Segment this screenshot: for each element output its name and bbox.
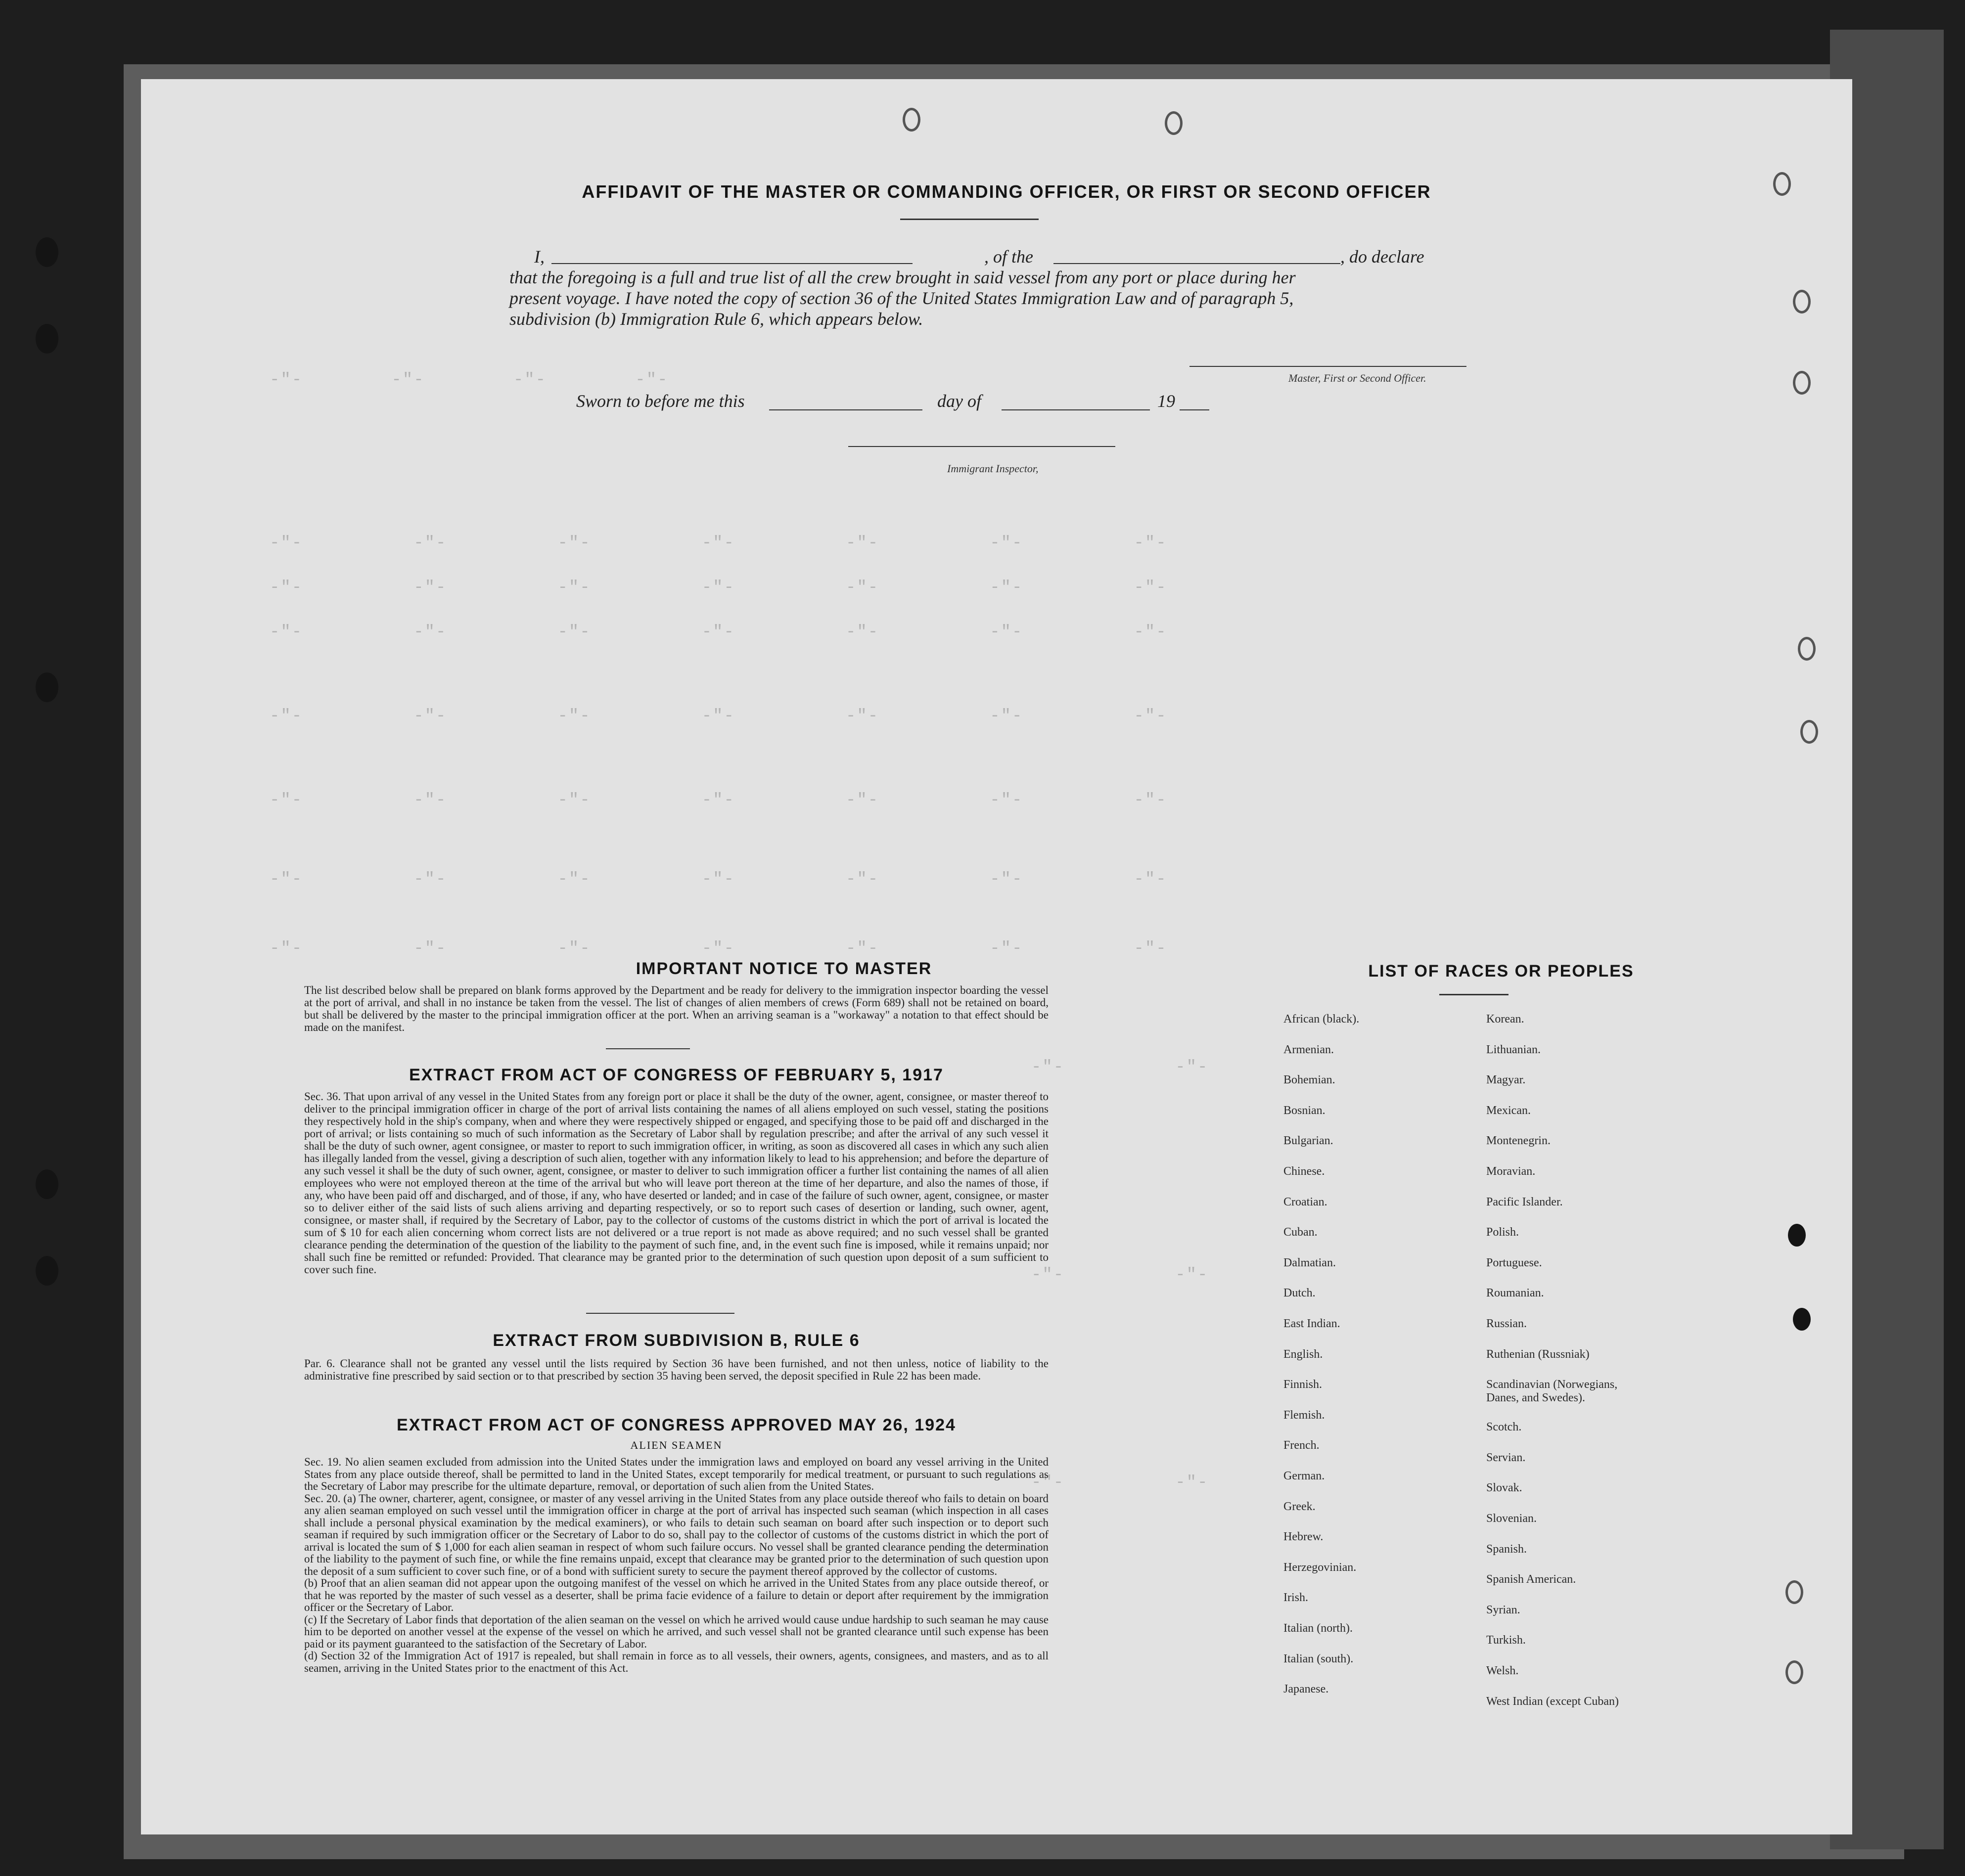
race-item: Hebrew.	[1283, 1530, 1324, 1544]
year-blank	[1180, 409, 1209, 410]
race-item: Scandinavian (Norwegians, Danes, and Swedes).	[1486, 1378, 1618, 1405]
race-item: Bosnian.	[1283, 1104, 1325, 1117]
affidavit-line-4: subdivision (b) Immigration Rule 6, which appears below.	[509, 309, 923, 329]
inspector-signature-line	[848, 446, 1115, 447]
title-underline	[900, 219, 1039, 220]
binder-hole	[36, 1256, 58, 1286]
binder-hole	[36, 324, 58, 354]
race-item: Cuban.	[1283, 1226, 1318, 1239]
race-item: German.	[1283, 1470, 1325, 1482]
bleed-through-mark: -"- -"-	[1031, 1266, 1209, 1285]
bleed-through-mark: -"- -"- -"- -"- -"- -"- -"-	[270, 870, 1167, 889]
race-item: Welsh.	[1486, 1664, 1519, 1677]
race-item: Dutch.	[1283, 1287, 1316, 1300]
extract-1917-text: Sec. 36. That upon arrival of any vessel in the United States from any foreign port or place it shall be the duty of the owner, agent, consignee, or master thereof to deliver to the principal immigration officer in charge of the port of arrival lists containing the names of all aliens employed on such vessel, stating the positions they respectively hold in the ship's company, when and where they were respectively shipped or engaged, and specifying those to be paid off and discharged in the port of arrival; or lists containing so much of such information as the Secretary of Labor shall by regulation prescribe; and after the arrival of any such vessel it shall be the duty of such owner, agent consignee, or master to report to such immigration officer, in writing, as soon as discovered all cases in which any such alien has illegally landed from the vessel, giving a description of such alien, together with any information likely to lead to his apprehension; and before the departure of any such vessel it shall be the duty of such owner, agent, consignee, or master to deliver to such immigration officer a further list containing the names of all alien employees who were not employed thereon at the time of the arrival but who will leave port thereon at the time of her departure, and also the names of those, if any, who have been paid off and discharged, and of those, if any, who have deserted or landed; and in case of the failure of such owner, agent, consignee, or master so to deliver either of the said lists of such aliens arriving and departing respectively, or so to report such cases of desertion or landing, such owner, agent, consignee, or master shall, if required by the Secretary of Labor, pay to the collector of customs of the customs district in which the port of arrival is located the sum of $ 10 for each alien concerning whom correct lists are not delivered or a true report is not made as above required; and no such vessel shall be granted clearance pending the determination of the question of the liability to the payment of such fine, and, in the event such fine is imposed, while it remains unpaid; nor shall such fine be remitted or refunded: Provided. That clearance may be granted prior to the determination of such question upon deposit of a sum sufficient to cover such fine.	[304, 1090, 1049, 1276]
document-page	[141, 79, 1852, 1834]
punch-hole	[1793, 1308, 1811, 1331]
bleed-through-mark: -"- -"- -"- -"- -"- -"- -"-	[270, 579, 1167, 597]
race-item: Herzegovinian.	[1283, 1561, 1357, 1574]
race-item: English.	[1283, 1347, 1323, 1361]
punch-hole	[1798, 637, 1816, 661]
race-item: Servian.	[1486, 1451, 1526, 1464]
race-item: Chinese.	[1283, 1165, 1325, 1178]
day-of-text: day of	[937, 391, 981, 411]
race-item: Polish.	[1486, 1226, 1519, 1239]
master-signature-line	[1189, 366, 1466, 367]
vessel-blank	[1053, 263, 1340, 264]
race-item: Ruthenian (Russniak)	[1486, 1347, 1590, 1361]
inspector-label: Immigrant Inspector,	[947, 462, 1039, 475]
name-blank	[551, 263, 913, 264]
race-item: Roumanian.	[1486, 1287, 1544, 1300]
punch-hole	[1788, 1224, 1806, 1247]
race-item: Greek.	[1283, 1500, 1316, 1513]
day-blank	[769, 409, 922, 410]
race-item: Mexican.	[1486, 1104, 1531, 1117]
punch-hole	[903, 108, 920, 132]
subdivision-title: EXTRACT FROM SUBDIVISION B, RULE 6	[493, 1331, 860, 1350]
punch-hole	[1785, 1580, 1803, 1604]
bleed-through-mark: -"- -"- -"- -"- -"- -"- -"-	[270, 791, 1167, 810]
month-blank	[1002, 409, 1150, 410]
affidavit-line-3: present voyage. I have noted the copy of section 36 of the United States Immigration Law and of paragraph 5,	[509, 288, 1294, 308]
bleed-through-mark: -"- -"-	[1031, 1058, 1209, 1077]
races-underline	[1439, 994, 1508, 995]
sworn-text: Sworn to before me this	[576, 391, 745, 411]
bleed-through-mark: -"- -"-	[1031, 1474, 1209, 1492]
bleed-through-mark: -"- -"- -"- -"- -"- -"- -"-	[270, 939, 1167, 958]
year-prefix: 19	[1157, 391, 1175, 411]
race-item: Syrian.	[1486, 1603, 1520, 1616]
punch-hole	[1800, 720, 1818, 744]
race-item: French.	[1283, 1439, 1320, 1452]
binder-hole	[36, 672, 58, 702]
race-item: Korean.	[1486, 1013, 1524, 1026]
race-item: Italian (south).	[1283, 1652, 1354, 1665]
extract-1917-title: EXTRACT FROM ACT OF CONGRESS OF FEBRUARY 5, 1917	[409, 1066, 944, 1084]
race-item: Irish.	[1283, 1591, 1308, 1605]
punch-hole	[1773, 172, 1791, 196]
race-item: Scotch.	[1486, 1421, 1522, 1434]
race-item: Bohemian.	[1283, 1073, 1335, 1087]
race-item: Montenegrin.	[1486, 1134, 1551, 1148]
race-item: Armenian.	[1283, 1043, 1334, 1056]
notice-title: IMPORTANT NOTICE TO MASTER	[636, 959, 932, 978]
notice-text: The list described below shall be prepared on blank forms approved by the Department and be ready for delivery to the immigration inspector boarding the vessel at the port of arrival, and shall in no instance be taken from the vessel. The list of changes of alien members of crews (Form 689) shall not be retained on board, but shall be delivered by the master to the principal immigration officer at the port. When an arriving seaman is a "workaway" a notation to that effect should be made on the manifest.	[304, 984, 1049, 1033]
race-item: Dalmatian.	[1283, 1256, 1336, 1269]
bleed-through-mark: -"- -"- -"- -"- -"- -"- -"-	[270, 623, 1167, 642]
affidavit-do-declare: , do declare	[1340, 247, 1424, 267]
affidavit-title: AFFIDAVIT OF THE MASTER OR COMMANDING OFFICER, OR FIRST OR SECOND OFFICER	[582, 181, 1431, 202]
punch-hole	[1785, 1660, 1803, 1684]
binder-hole	[36, 1169, 58, 1199]
bleed-through-mark: -"- -"- -"- -"- -"- -"- -"-	[270, 707, 1167, 726]
race-item: Moravian.	[1486, 1165, 1536, 1178]
section-divider	[606, 1048, 690, 1049]
extract-1924-title: EXTRACT FROM ACT OF CONGRESS APPROVED MAY 26, 1924	[397, 1416, 956, 1434]
race-item: Slovenian.	[1486, 1512, 1537, 1525]
master-signature-label: Master, First or Second Officer.	[1288, 372, 1426, 384]
affidavit-of-the: , of the	[984, 247, 1033, 267]
race-item: Lithuanian.	[1486, 1043, 1541, 1056]
race-item: Russian.	[1486, 1317, 1527, 1330]
races-title: LIST OF RACES OR PEOPLES	[1368, 962, 1634, 981]
extract-1924-subtitle: ALIEN SEAMEN	[630, 1439, 723, 1451]
race-item: Japanese.	[1283, 1683, 1329, 1696]
affidavit-line-2: that the foregoing is a full and true list of all the crew brought in said vessel from any port or place during her	[509, 268, 1296, 287]
bleed-through-mark: -"- -"- -"- -"- -"- -"- -"-	[270, 534, 1167, 553]
race-item: Spanish American.	[1486, 1573, 1576, 1586]
race-item: Slovak.	[1486, 1481, 1522, 1495]
race-item: West Indian (except Cuban)	[1486, 1695, 1619, 1708]
race-item: Flemish.	[1283, 1408, 1325, 1422]
race-item: East Indian.	[1283, 1317, 1340, 1330]
race-item: Croatian.	[1283, 1195, 1327, 1208]
extract-1924-text: Sec. 19. No alien seamen excluded from admission into the United States under the immigration laws and employed on board any vessel arriving in the United States from any place outside thereof, shall be permitted to land in the United States, except temporarily for medical treatment, or pursuant to such regulations as the Secretary of Labor may prescribe for the ultimate departure, removal, or deportation of such alien from the United States. Sec. 20. (a) The owner, charterer, agent, consignee, or master of any vessel arriving in the United States from any place outside thereof who fails to detain on board any alien seaman employed on such vessel until the immigration officer in charge at the port of arrival has inspected such seaman (which inspection in all cases shall include a personal physical examination by the medical examiners), or who fails to detain such seaman on board after such inspection or to deport such seaman if required by such immigration officer or the Secretary of Labor to do so, shall pay to the collector of customs of the customs district in which the port of arrival is located the sum of $ 1,000 for each alien seaman in respect of whom such failure occurs. No vessel shall be granted clearance pending the determination of the liability to the payment of such fine, or while the fine remains unpaid, except that clearance may be granted prior to the determination of such question upon the deposit of a sum sufficient to cover such fine, or of a bond with sufficient surety to secure the payment thereof approved by the collector of customs. (b) Proof that an alien seaman did not appear upon the outgoing manifest of the vessel on which he arrived in the United States from any place outside thereof, or that he was reported by the master of such vessel as a deserter, shall be prima facie evidence of a failure to detain or deport after requirement by the immigration officer or the Secretary of Labor. (c) If the Secretary of Labor finds that deportation of the alien seaman on the vessel on which he arrived would cause undue hardship to such seaman he may cause him to be deported on another vessel at the expense of the vessel on which he arrived, and such vessel shall not be granted clearance until such expense has been paid or its payment guaranteed to the satisfaction of the Secretary of Labor. (d) Section 32 of the Immigration Act of 1917 is repealed, but shall remain in force as to all vessels, their owners, agents, consignees, and masters, and as to all seamen, arriving in the United States prior to the enactment of this Act.	[304, 1456, 1049, 1674]
punch-hole	[1793, 290, 1811, 313]
punch-hole	[1793, 371, 1811, 395]
race-item: Bulgarian.	[1283, 1134, 1333, 1148]
race-item: Pacific Islander.	[1486, 1195, 1563, 1208]
race-item: Magyar.	[1486, 1073, 1526, 1087]
section-divider	[586, 1313, 734, 1314]
race-item: Spanish.	[1486, 1542, 1527, 1556]
punch-hole	[1165, 111, 1183, 135]
race-item: Finnish.	[1283, 1378, 1323, 1391]
race-item: African (black).	[1283, 1013, 1360, 1026]
subdivision-text: Par. 6. Clearance shall not be granted any vessel until the lists required by Section 36 have been furnished, and not then unless, notice of liability to the administrative fine prescribed by said section or to that prescribed by section 35 having been served, the deposit specified in Rule 22 has been made.	[304, 1357, 1049, 1382]
affidavit-i: I,	[534, 247, 545, 267]
binder-hole	[36, 237, 58, 267]
race-item: Turkish.	[1486, 1634, 1526, 1647]
race-item: Portuguese.	[1486, 1256, 1542, 1269]
bleed-through-mark: -"- -"- -"- -"-	[270, 371, 669, 390]
race-item: Italian (north).	[1283, 1622, 1353, 1635]
